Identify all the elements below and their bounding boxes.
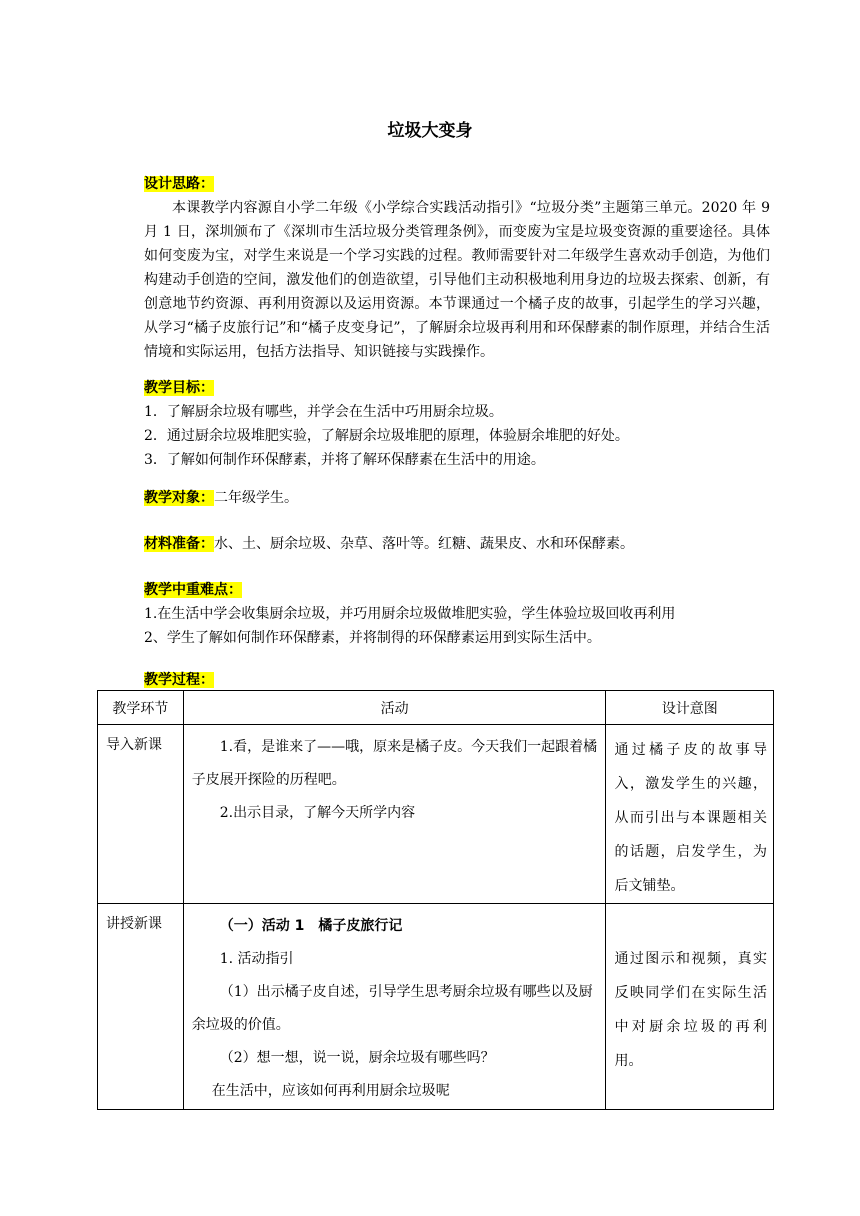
materials-text: 水、土、厨余垃圾、杂草、落叶等。红糖、蔬果皮、水和环保酵素。 [214,536,634,552]
design-section [144,172,770,364]
activity-line: 2.出示目录，了解今天所学内容 [219,805,416,821]
activity-line: 1.看，是谁来了——哦，原来是橘子皮。今天我们一起跟着橘子皮展开探险的历程吧。 [191,739,598,788]
process-section [144,668,770,692]
activity-line: 在生活中，应该如何再利用厨余垃圾呢 [211,1083,450,1099]
audience-text: 二年级学生。 [214,490,298,506]
keypoints-section [144,578,770,650]
materials-section [144,532,770,556]
process-table [97,690,774,1110]
goals-section [144,376,770,472]
goal-item: 3．了解如何制作环保酵素，并将了解环保酵素在生活中的用途。 [144,452,545,468]
table-header-row [98,691,774,725]
activity-line: 1. 活动指引 [219,951,294,967]
stage-cell: 讲授新课 [98,904,184,1110]
goals-heading: 教学目标： [144,380,214,396]
materials-heading: 材料准备： [144,536,214,552]
process-heading: 教学过程： [144,672,214,688]
goal-item: 1．了解厨余垃圾有哪些，并学会在生活中巧用厨余垃圾。 [144,404,503,420]
activity-line: （1）出示橘子皮自述，引导学生思考厨余垃圾有哪些以及厨余垃圾的价值。 [191,984,593,1033]
header-stage: 教学环节 [98,691,184,725]
header-activity: 活动 [183,691,606,725]
activity-line: （2）想一想，说一说，厨余垃圾有哪些吗？ [219,1050,495,1066]
keypoint-item: 2、学生了解如何制作环保酵素，并将制得的环保酵素运用到实际生活中。 [144,630,601,646]
document-title: 垃圾大变身 [387,121,473,141]
keypoints-heading: 教学中重难点： [144,582,242,598]
intent-cell: 通过橘子皮的故事导入，激发学生的兴趣，从而引出与本课题相关的话题，启发学生，为后文铺垫。 [606,725,774,904]
goal-item: 2．通过厨余垃圾堆肥实验，了解厨余垃圾堆肥的原理，体验厨余堆肥的好处。 [144,428,629,444]
table-row [98,725,774,904]
intent-cell: 通过图示和视频，真实反映同学们在实际生活中对厨余垃圾的再利用。 [606,904,774,1110]
activity-cell [183,725,606,904]
design-text: 本课教学内容源自小学二年级《小学综合实践活动指引》“垃圾分类”主题第三单元。2020 年 9 月 1 日，深圳颁布了《深圳市生活垃圾分类管理条例》，而变废为宝是垃圾变资源的重要途径。具体如何变废为宝，对学生来说是一个学习实践的过程。教师需要针对二年级学生喜欢动手创造，为他们构建动手创造的空间，激发他们的创造欲望，引导他们主动积极地利用身边的垃圾去探索、创新，有创意地节约资源、再利用资源以及运用资源。本节课通过一个橘子皮的故事，引起学生的学习兴趣，从学习“橘子皮旅行记”和“橘子皮变身记”，了解厨余垃圾再利用和环保酵素的制作原理，并结合生活情境和实际运用，包括方法指导、知识链接与实践操作。 [144,200,770,360]
stage-cell: 导入新课 [98,725,184,904]
table-row [98,904,774,1110]
activity-heading: （一）活动 1 橘子皮旅行记 [219,918,403,934]
activity-cell [183,904,606,1110]
audience-section [144,486,770,510]
keypoint-item: 1.在生活中学会收集厨余垃圾，并巧用厨余垃圾做堆肥实验，学生体验垃圾回收再利用 [144,606,676,622]
audience-heading: 教学对象： [144,490,214,506]
header-intent: 设计意图 [606,691,774,725]
design-heading: 设计思路： [144,176,214,192]
